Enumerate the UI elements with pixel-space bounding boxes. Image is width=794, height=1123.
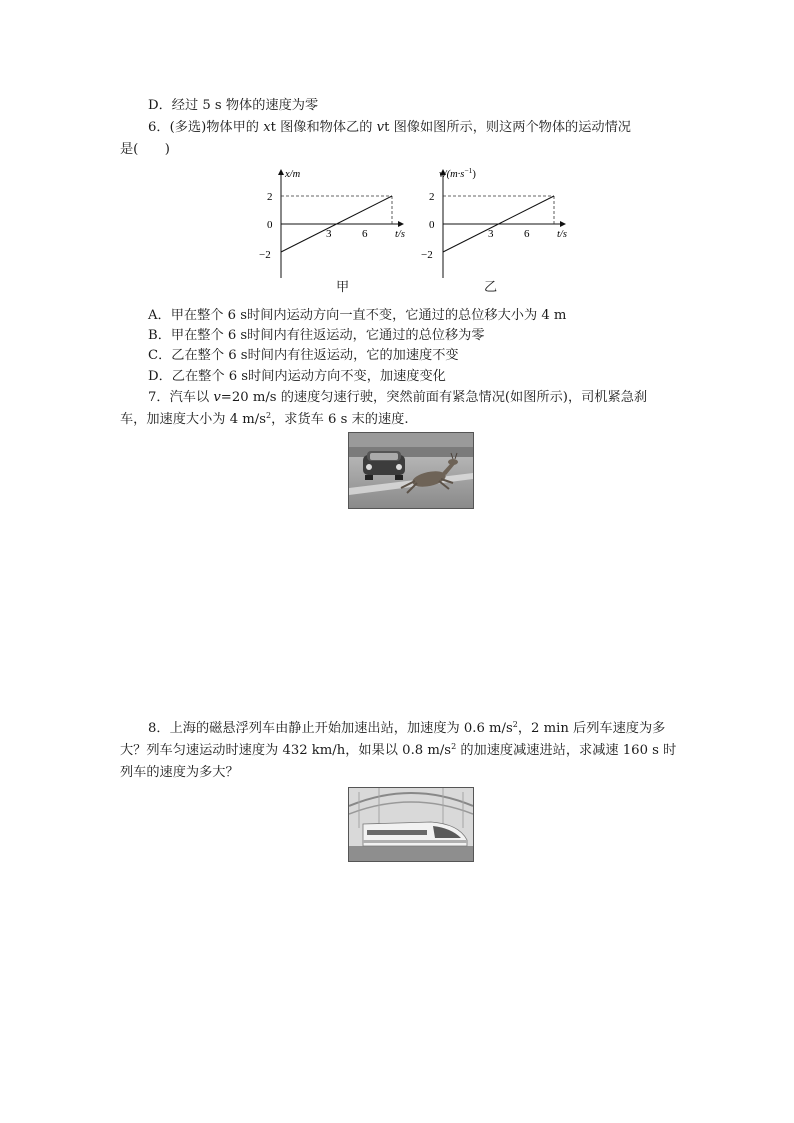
chart-v-t-y-tick-neg2: −2 <box>421 249 433 261</box>
chart-v-t-y-label: $v/(m\cdot s^{-1})$ <box>439 166 476 180</box>
q7-text-part: 7．汽车以 <box>148 390 214 405</box>
q8-text-part: 的加速度减速进站，求减速 160 s 时 <box>456 743 677 758</box>
q6-option-d <box>148 367 446 387</box>
chart-x-t-caption <box>336 278 349 298</box>
chart-x-t-caption-text: 甲 <box>336 280 350 295</box>
q8-line1 <box>148 719 665 739</box>
q7-exponent: 2 <box>266 411 272 420</box>
q6-stem-line1 <box>148 118 631 138</box>
q7-text-part: 车，加速度大小为 4 m/s <box>120 412 266 427</box>
q8-line2 <box>120 741 676 761</box>
car-deer-illustration <box>349 433 473 508</box>
maglev-train-illustration <box>349 788 473 861</box>
q6-stem-line2 <box>120 140 170 160</box>
chart-x-t-x-label: t/s <box>395 229 405 240</box>
q8-text-part: 8．上海的磁悬浮列车由静止开始加速出站，加速度为 0.6 m/s <box>148 721 513 736</box>
chart-v-t-caption <box>484 278 497 298</box>
q6-option-d-text: D．乙在整个 6 s时间内运动方向不变，加速度变化 <box>148 369 446 384</box>
q6-option-b <box>148 326 485 346</box>
q6-stem-part: 是( ) <box>120 142 170 157</box>
chart-v-t <box>417 166 577 296</box>
q6-stem-var-v: v <box>376 120 385 135</box>
chart-x-t-y-tick-2: 2 <box>267 191 273 203</box>
chart-v-t-y-tick-2: 2 <box>429 191 435 203</box>
q8-text-part: 大？列车匀速运动时速度为 432 km/h，如果以 0.8 m/s <box>120 743 452 758</box>
q6-option-b-text: B．甲在整个 6 s时间内有往返运动，它通过的总位移为零 <box>148 328 485 343</box>
q7-text-part: ，求货车 6 s 末的速度. <box>271 412 409 427</box>
q5-option-d <box>148 96 318 116</box>
chart-v-t-y-tick-0: 0 <box>429 219 435 231</box>
q5-option-d-text: D．经过 5 s 物体的速度为零 <box>148 98 319 113</box>
chart-v-t-x-label: t/s <box>557 229 567 240</box>
q6-option-a-text: A．甲在整个 6 s时间内运动方向一直不变，它通过的总位移大小为 4 m <box>148 308 567 323</box>
q6-stem-part: t 图像和物体乙的 <box>270 120 377 135</box>
q6-stem-var-x: x <box>263 120 271 135</box>
q6-stem-part: 6．(多选)物体甲的 <box>148 120 264 135</box>
chart-v-t-x-tick-6: 6 <box>524 228 530 240</box>
q7-text-part: =20 m/s 的速度匀速行驶，突然前面有紧急情况(如图所示)，司机紧急刹 <box>220 390 648 405</box>
q8-text-part: 列车的速度为多大？ <box>120 765 239 780</box>
q7-var-v: v <box>213 390 221 405</box>
chart-x-t <box>255 166 415 296</box>
q6-option-c-text: C．乙在整个 6 s时间内有往返运动，它的加速度不变 <box>148 348 459 363</box>
chart-x-t-y-tick-0: 0 <box>267 219 273 231</box>
q8-exponent: 2 <box>451 742 457 751</box>
chart-x-t-x-tick-6: 6 <box>362 228 368 240</box>
q6-stem-part: t 图像如图所示，则这两个物体的运动情况 <box>384 120 631 135</box>
chart-x-t-y-tick-neg2: −2 <box>259 249 271 261</box>
chart-v-t-caption-text: 乙 <box>484 280 498 295</box>
q6-option-c <box>148 346 459 366</box>
q8-exponent: 2 <box>512 720 518 729</box>
q6-option-a <box>148 306 566 326</box>
q8-line3 <box>120 763 239 783</box>
car-deer-photo <box>348 432 474 509</box>
chart-x-t-y-label: x/m <box>285 169 301 180</box>
q7-line2 <box>120 410 409 430</box>
maglev-train-photo <box>348 787 474 862</box>
chart-x-t-x-tick-3: 3 <box>326 228 332 240</box>
q8-text-part: ，2 min 后列车速度为多 <box>517 721 666 736</box>
q7-line1 <box>148 388 647 408</box>
chart-v-t-x-tick-3: 3 <box>488 228 494 240</box>
